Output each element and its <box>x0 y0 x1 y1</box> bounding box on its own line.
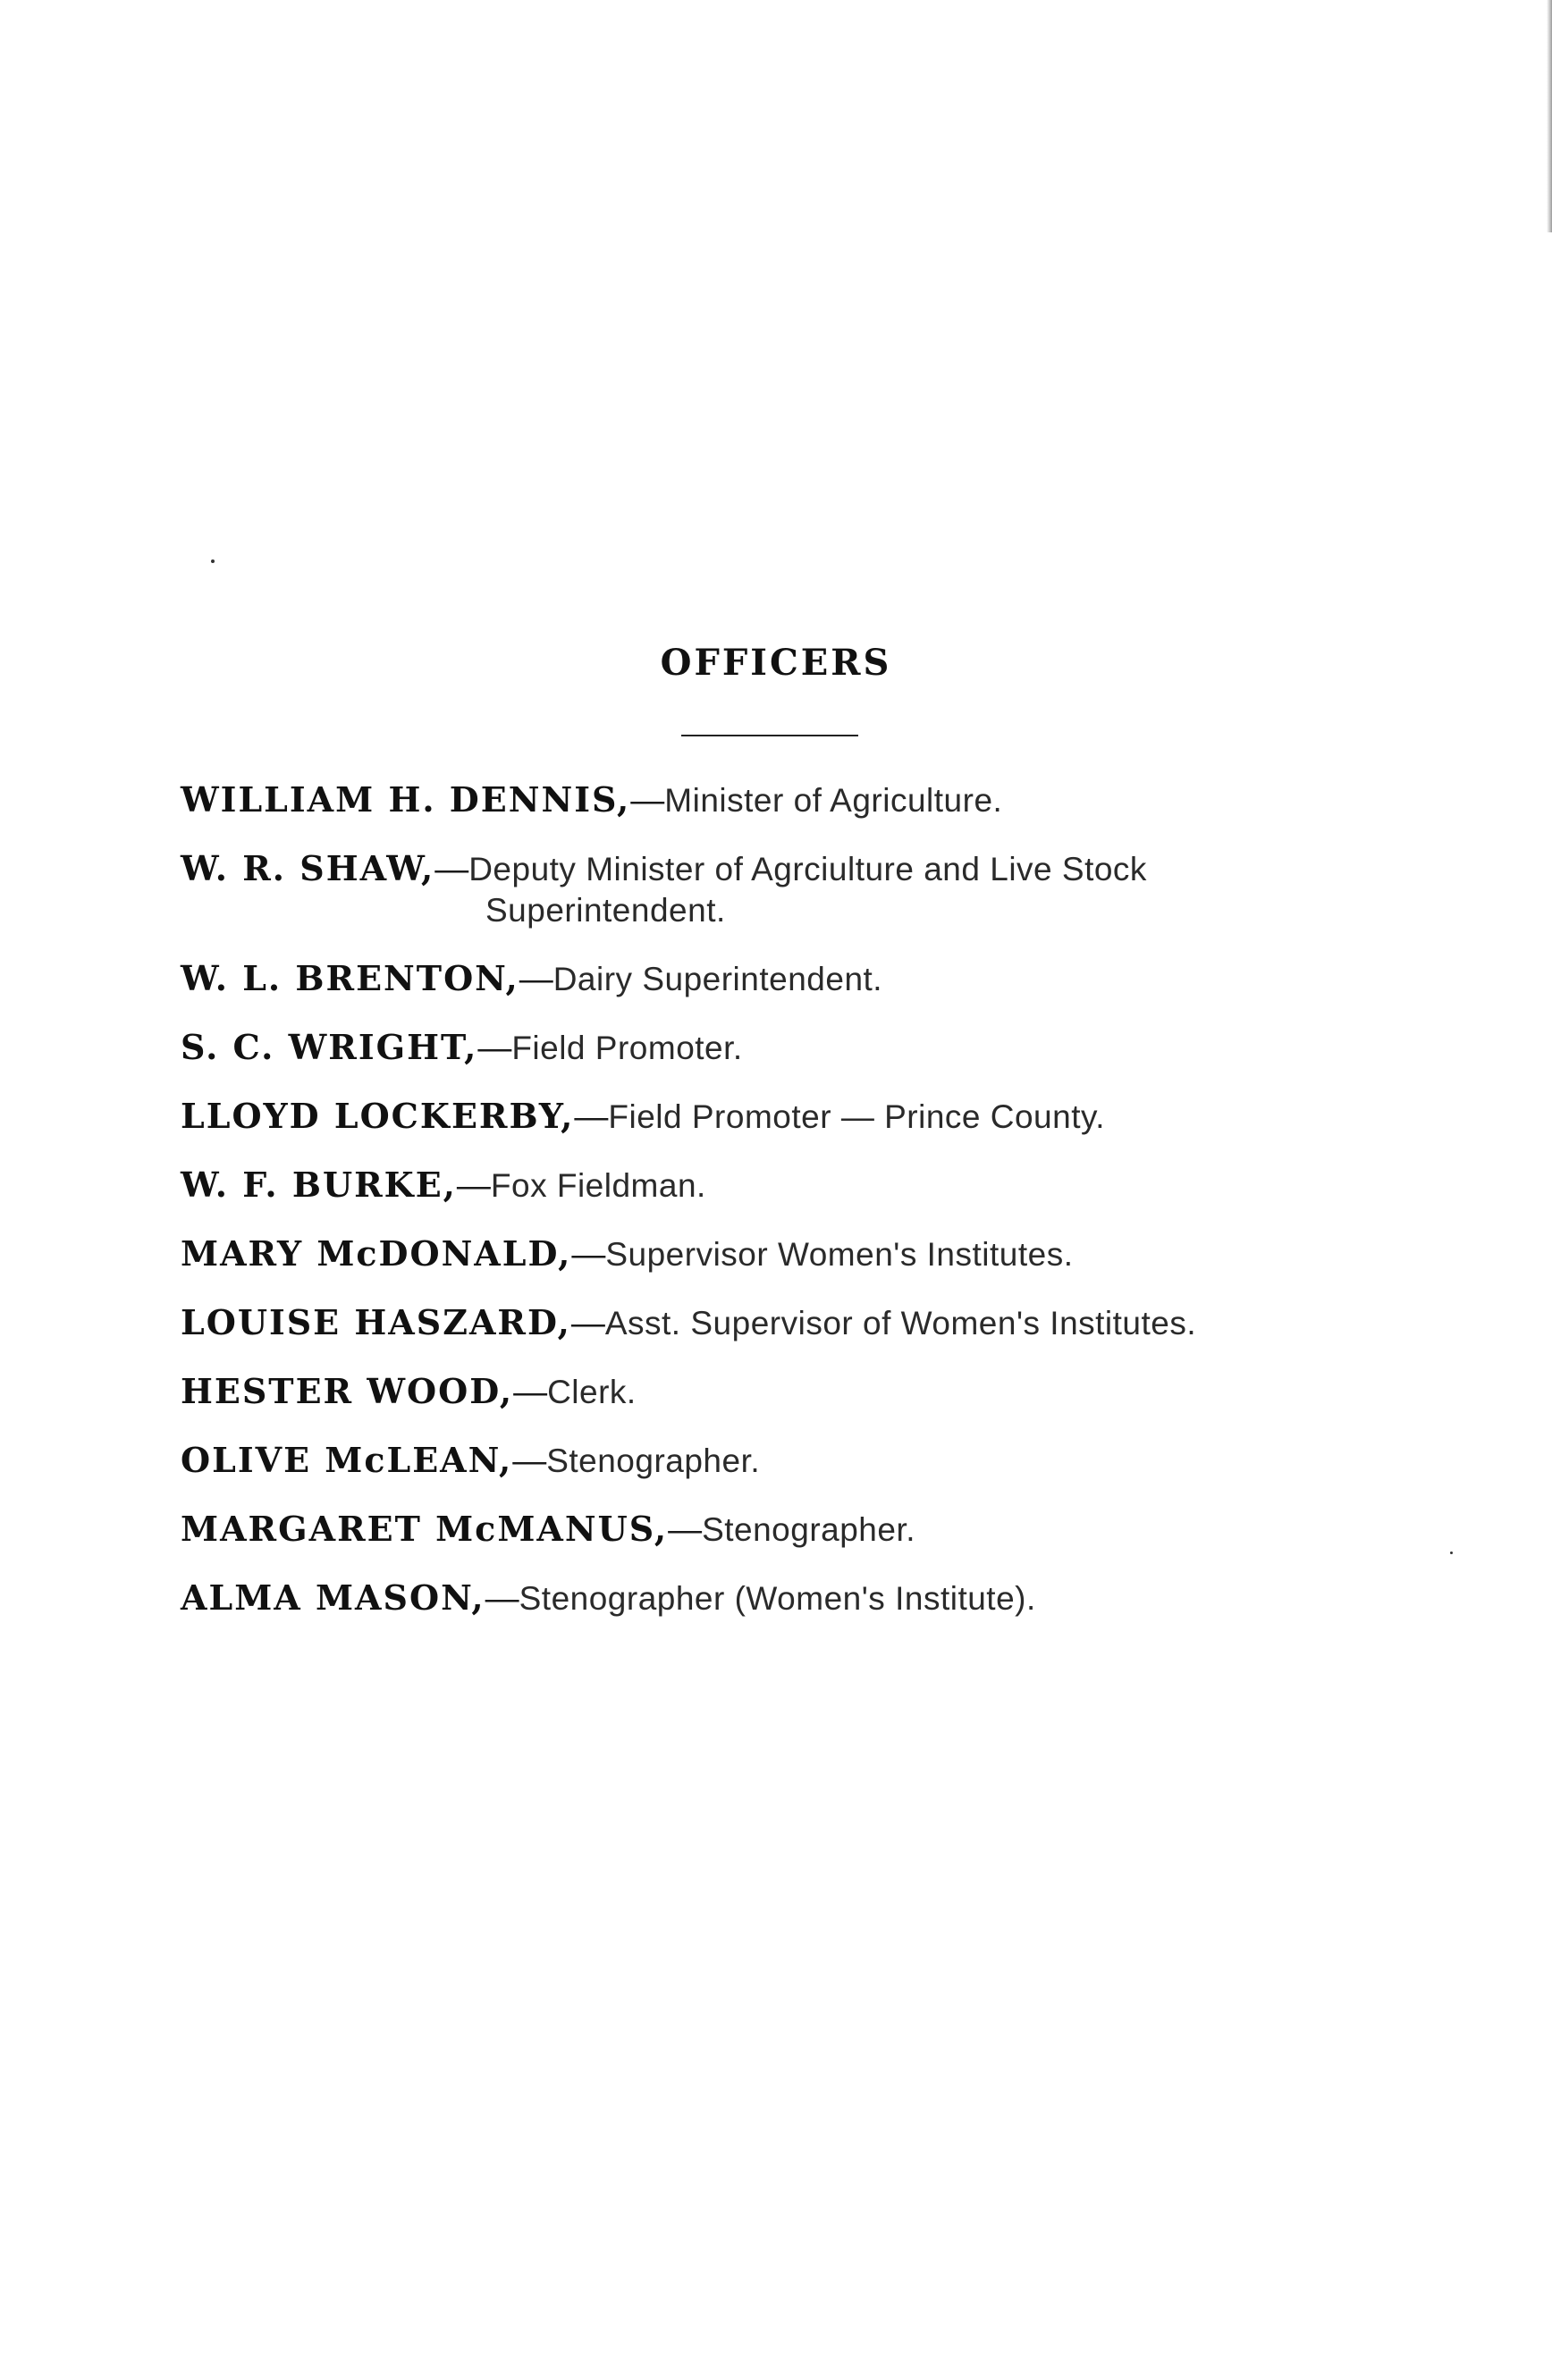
officer-name: LLOYD LOCKERBY, <box>181 1096 575 1136</box>
officer-entry: OLIVE McLEAN,—Stenographer. <box>181 1440 761 1480</box>
officer-role-continued: Superintendent. <box>485 892 726 929</box>
officer-role: Asst. Supervisor of Women's Institutes. <box>604 1305 1197 1341</box>
officers-list <box>181 779 1396 1646</box>
officer-role: Field Promoter — Prince County. <box>608 1098 1106 1135</box>
page-heading: OFFICERS <box>660 642 892 684</box>
officer-role: Deputy Minister of Agrciulture and Live Stock <box>468 851 1147 887</box>
scan-speck <box>211 559 215 563</box>
officer-role: Minister of Agriculture. <box>664 782 1003 819</box>
scan-edge-shadow <box>1547 0 1552 232</box>
heading-rule <box>681 735 858 736</box>
officer-name: OLIVE McLEAN, <box>181 1440 513 1480</box>
officer-role: Field Promoter. <box>511 1030 743 1066</box>
officer-role: Stenographer. <box>546 1442 761 1479</box>
officer-name: ALMA MASON, <box>181 1577 485 1618</box>
officer-entry: HESTER WOOD,—Clerk. <box>181 1371 637 1411</box>
officer-entry: WILLIAM H. DENNIS,—Minister of Agriculture. <box>181 779 1003 820</box>
officer-entry: ALMA MASON,—Stenographer (Women's Institute). <box>181 1577 1036 1618</box>
officer-entry: MARGARET McMANUS,—Stenographer. <box>181 1509 916 1549</box>
officer-role: Fox Fieldman. <box>490 1167 706 1204</box>
officer-entry: LLOYD LOCKERBY,—Field Promoter — Prince County. <box>181 1096 1106 1136</box>
officer-role: Clerk. <box>547 1374 637 1410</box>
officer-entry: W. R. SHAW,—Deputy Minister of Agrciulture and Live Stock Superintendent. <box>181 848 1396 931</box>
officer-name: LOUISE HASZARD, <box>181 1302 571 1342</box>
officer-entry: S. C. WRIGHT,—Field Promoter. <box>181 1027 743 1067</box>
scan-speck <box>1450 1552 1453 1554</box>
officer-name: W. R. SHAW, <box>181 848 435 888</box>
officer-entry: MARY McDONALD,—Supervisor Women's Institutes. <box>181 1233 1074 1274</box>
officer-role: Stenographer (Women's Institute). <box>519 1580 1036 1617</box>
officer-name: S. C. WRIGHT, <box>181 1027 478 1067</box>
officer-name: MARGARET McMANUS, <box>181 1509 669 1549</box>
officer-name: MARY McDONALD, <box>181 1233 572 1274</box>
officer-name: WILLIAM H. DENNIS, <box>181 779 631 820</box>
officer-entry: W. L. BRENTON,—Dairy Superintendent. <box>181 958 883 998</box>
officer-role: Supervisor Women's Institutes. <box>605 1236 1074 1273</box>
officer-entry: W. F. BURKE,—Fox Fieldman. <box>181 1165 706 1205</box>
officer-role: Dairy Superintendent. <box>552 961 883 997</box>
officer-role: Stenographer. <box>702 1511 916 1548</box>
officer-name: W. F. BURKE, <box>181 1165 457 1205</box>
officer-name: W. L. BRENTON, <box>181 958 519 998</box>
officer-entry: LOUISE HASZARD,—Asst. Supervisor of Women's Institutes. <box>181 1302 1197 1342</box>
officer-name: HESTER WOOD, <box>181 1371 514 1411</box>
